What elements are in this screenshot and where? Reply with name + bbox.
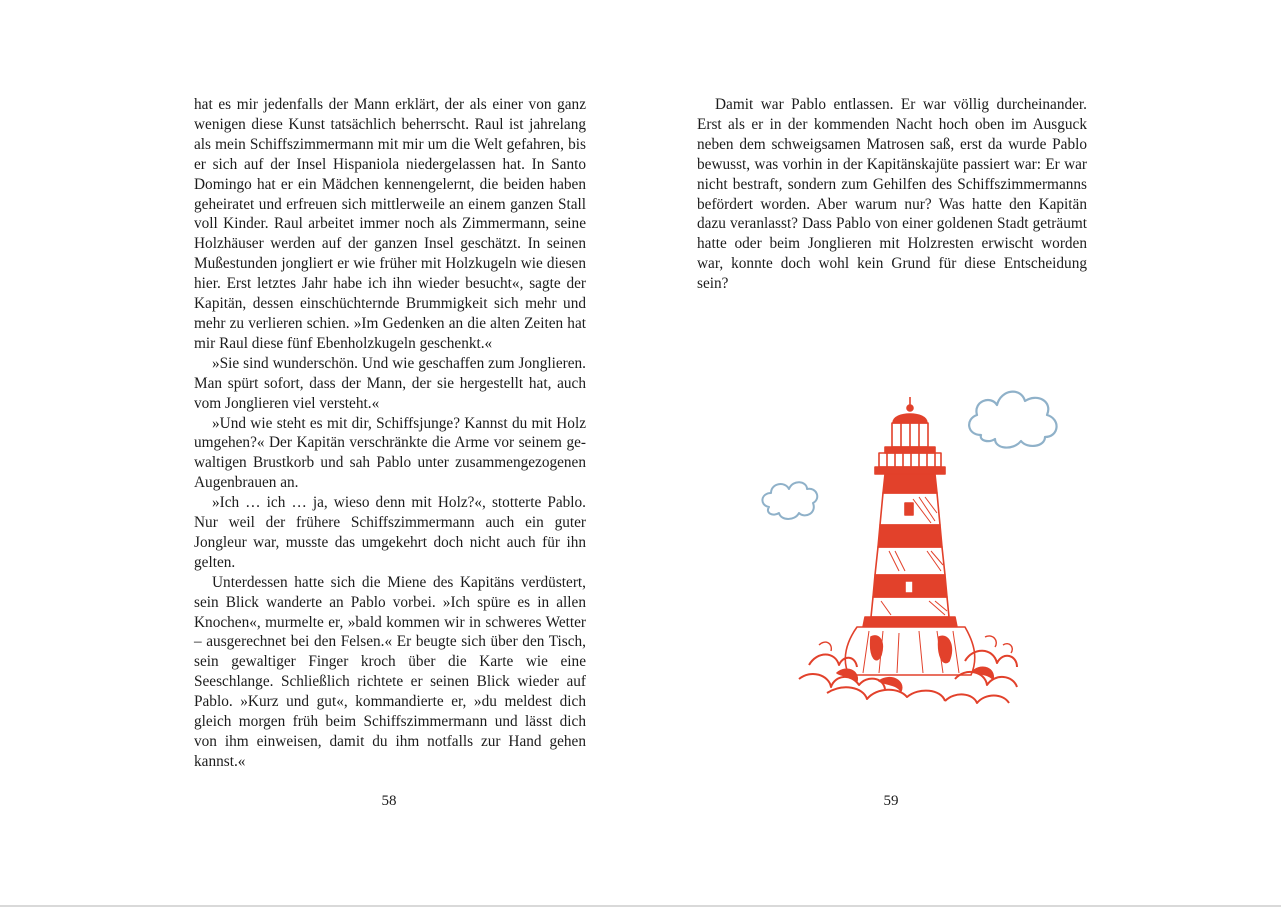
lighthouse-illustration	[759, 375, 1074, 705]
right-page-text	[697, 95, 1087, 294]
left-page-text	[194, 95, 586, 772]
paragraph: Unterdessen hatte sich die Miene des Kapitäns verdüstert, sein Blick wanderte an Pablo vorbei. »Ich spüre es in allen Knochen«, murmelte er, »bald kommen wir in schweres Wetter – ausgerechnet bei den Felsen.« Er beugte sich über den Tisch, sein gewaltiger Finger kroch über die Karte wie eine Seeschlange. Schließlich richtete er seinen Blick wieder auf Pablo. »Kurz und gut«, kommandierte er, »du meldest dich gleich morgen früh beim Schiffszimmermann und lässt dich von ihm einweisen, damit du ihm notfalls zur Hand gehen kannst.«	[194, 573, 586, 770]
page-number: 58	[381, 793, 397, 809]
left-page	[0, 0, 640, 905]
paragraph: hat es mir jedenfalls der Mann erklärt, der als einer von ganz wenigen diese Kunst tatsächlich beherrscht. Raul ist jahrelang als mein Schiffszimmermann mit mir um die Welt gefahren, bis er sich auf der Insel Hispaniola niedergelassen hat. In Santo Domingo hat er ein Mädchen kennengelernt, die beiden haben geheiratet und erfreuen sich mittlerweile an einem ganzen Stall voll Kinder. Raul arbeitet immer noch als Zimmermann, seine Holzhäuser werden auf der ganzen Insel geschätzt. In seinen Mußestunden jongliert er wie früher mit Holzkugeln wie diesen hier. Erst letztes Jahr habe ich ihn wieder besucht«, sagte der Kapitän, dessen einschüchternde Brummigkeit sich mehr und mehr zu verlieren schien. »Im Gedenken an die alten Zeiten hat mir Raul diese fünf Ebenholzkugeln geschenkt.«	[194, 96, 586, 352]
page-number: 59	[883, 793, 899, 809]
lighthouse-icon	[799, 397, 1017, 703]
paragraph: »Und wie steht es mit dir, Schiffsjunge? Kannst du mit Holz umgehen?« Der Kapitän verschränkte die Arme vor seinem gewaltigen Brustkorb und sah Pablo unter zusammengezogenen Augenbrauen an.	[194, 414, 586, 492]
paragraph: »Sie sind wunderschön. Und wie geschaffen zum Jonglieren. Man spürt sofort, dass der Mann, der sie hergestellt hat, auch vom Jonglieren viel versteht.«	[194, 354, 586, 412]
paragraph: Damit war Pablo entlassen. Er war völlig durcheinander. Erst als er in der kommenden Nacht hoch oben im Ausguck neben dem schweigsamen Matrosen saß, erst da wurde Pablo bewusst, was vorhin in der Kapitänskajüte passiert war: Er war nicht bestraft, sondern zum Gehilfen des Schiffszimmermanns befördert worden. Aber warum nur? Was hatte den Kapitän dazu veranlasst? Dass Pablo von einer goldenen Stadt geträumt hatte oder beim Jonglieren mit Holzresten erwischt worden war, konnte doch wohl kein Grund für diese Entscheidung sein?	[697, 96, 1087, 293]
cloud-icon	[762, 482, 817, 519]
cloud-icon	[969, 392, 1056, 448]
right-page	[640, 0, 1281, 905]
paragraph: »Ich … ich … ja, wieso denn mit Holz?«, stotterte Pablo. Nur weil der frühere Schiffszimmermann auch ein guter Jongleur war, musste das umgekehrt doch nicht auch für ihn gelten.	[194, 494, 586, 571]
